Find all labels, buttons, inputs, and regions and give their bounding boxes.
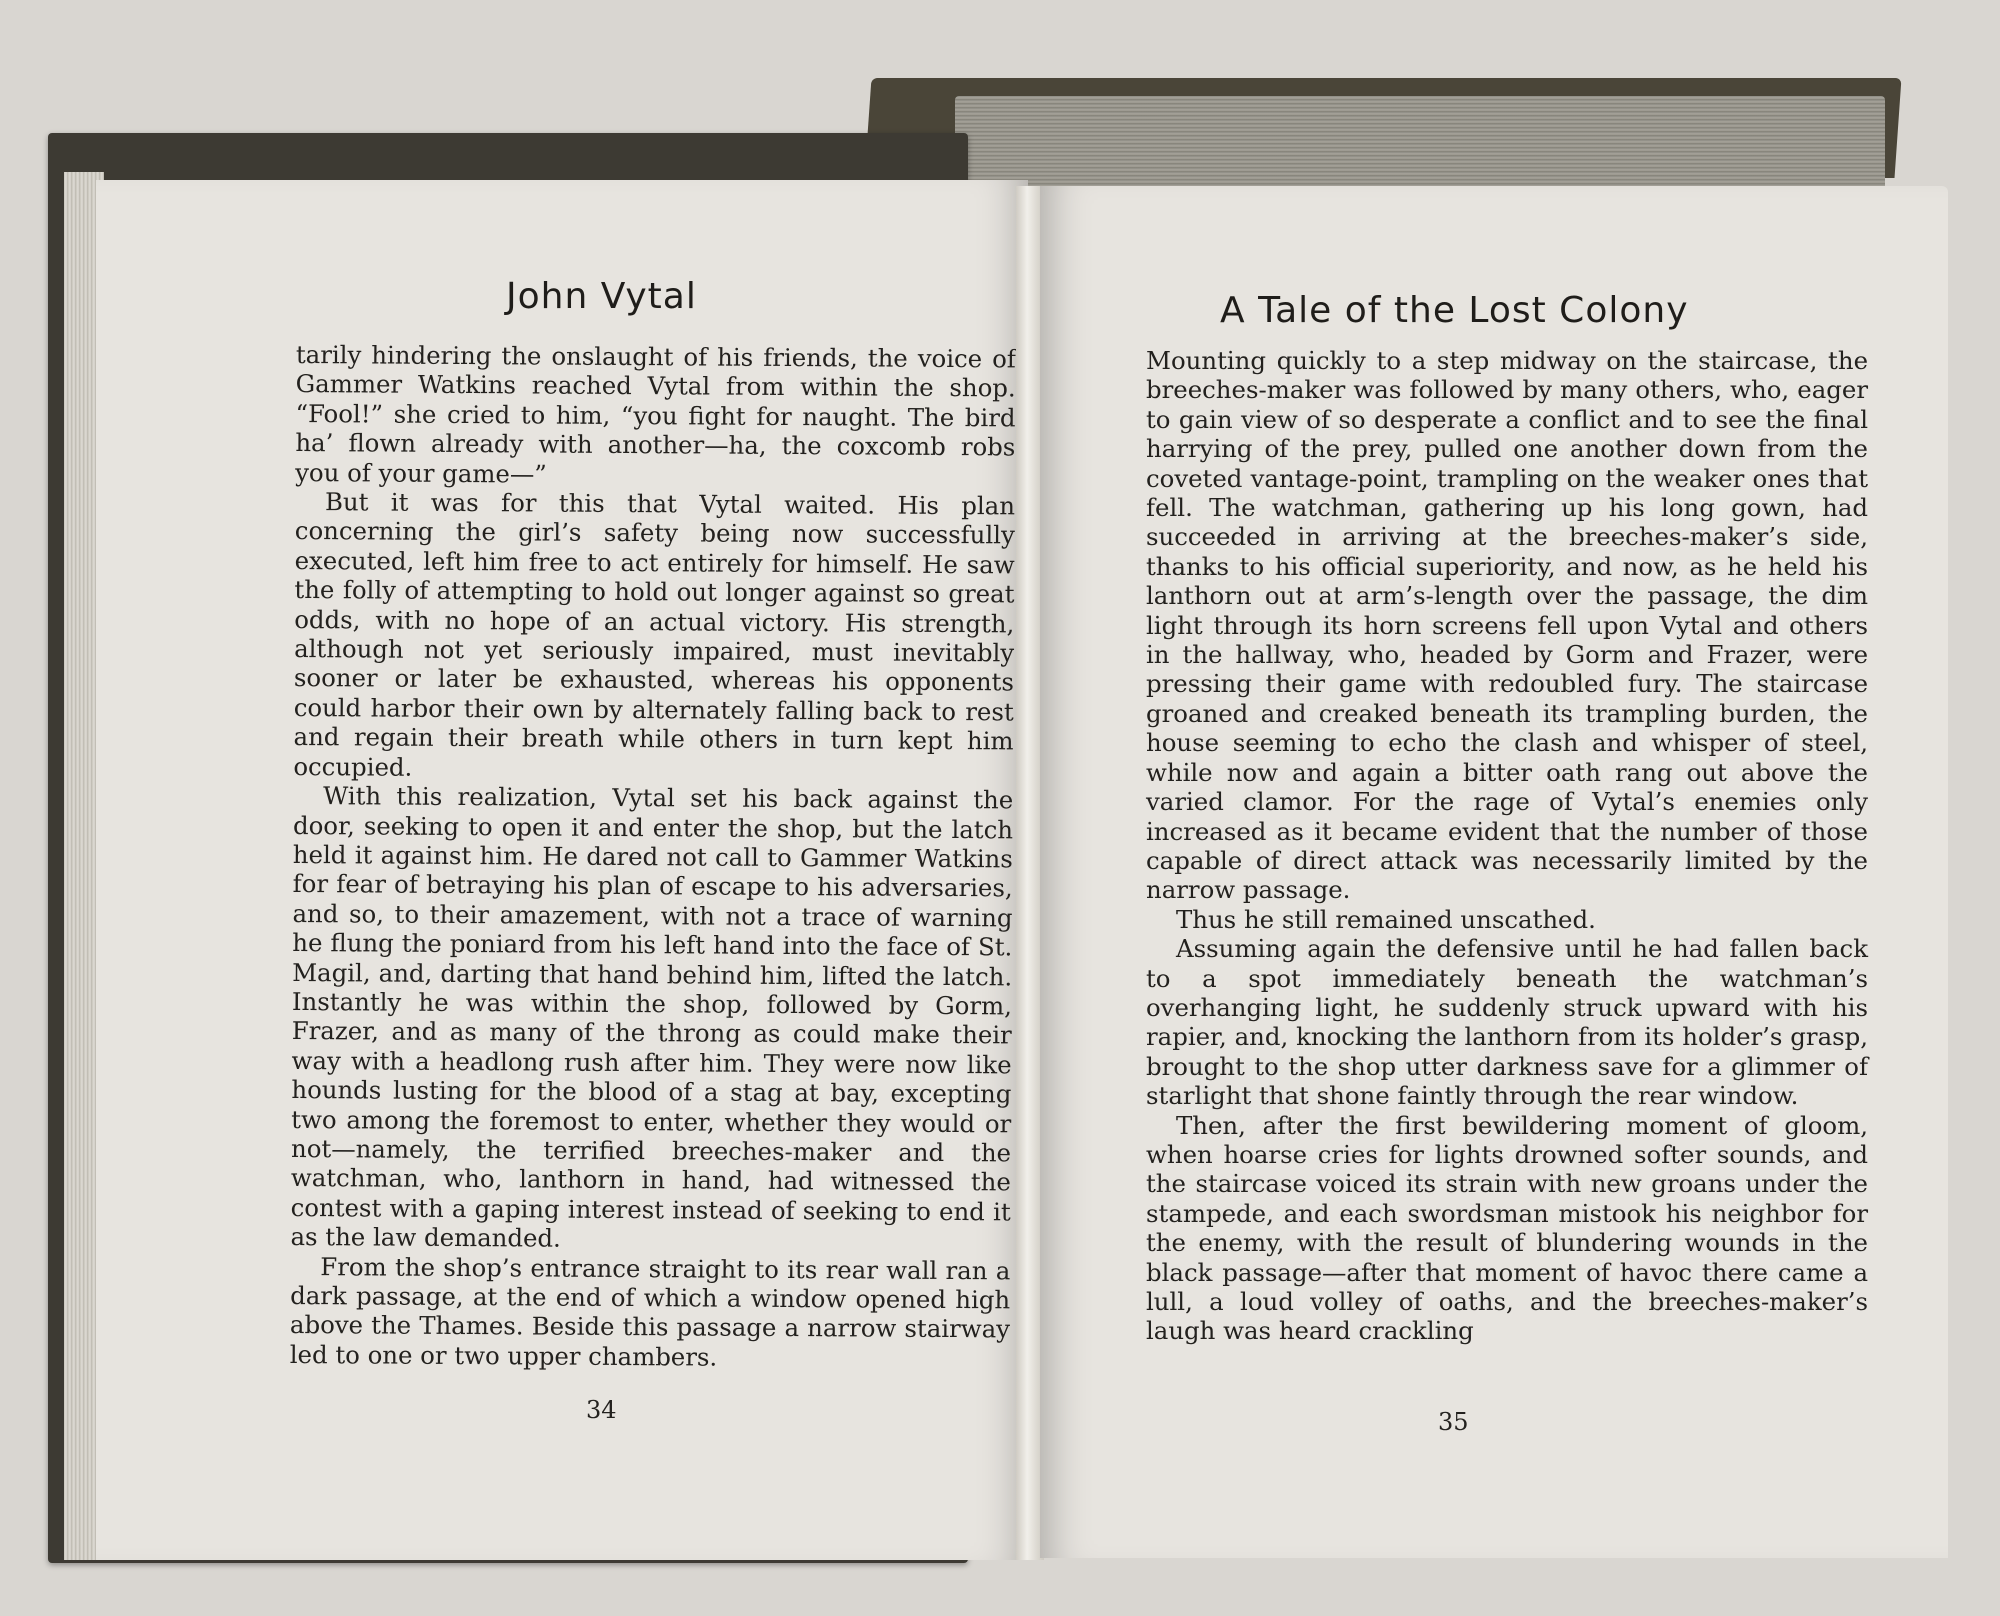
body-text-left (290, 340, 1016, 1374)
page-number-left: 34 (586, 1396, 617, 1424)
right-page (1040, 186, 1948, 1558)
paragraph: With this realization, Vytal set his back against the door, seeking to open it and enter the shop, but the latch held it against him. He dared not call to Gammer Watkins for fear of betraying his plan of escape to his adversaries, and so, to their amazement, with not a trace of warning he flung the poniard from his left hand into the face of St. Magil, and, darting that hand behind him, lifted the latch. Instantly he was within the shop, followed by Gorm, Frazer, and as many of the throng as could make their way with a headlong rush after him. They were now like hounds lusting for the blood of a stag at bay, excepting two among the foremost to enter, whether they would or not—namely, the terrified breeches-maker and the watchman, who, lanthorn in hand, had witnessed the contest with a gaping interest instead of seeking to end it as the law demanded. (290, 781, 1014, 1253)
running-head-right: A Tale of the Lost Colony (1220, 290, 1689, 331)
paragraph: But it was for this that Vytal waited. His plan concerning the girl’s safety being now successfully executed, left him free to act entirely for himself. He saw the folly of attempting to hold out longer against so great odds, with no hope of an actual victory. His strength, although not yet seriously impaired, must inevitably sooner or later be exhausted, whereas his opponents could harbor their own by alternately falling back to rest and regain their breath while others in turn kept him occupied. (293, 487, 1016, 782)
paragraph: tarily hindering the onslaught of his friends, the voice of Gammer Watkins reached Vytal from within the shop. “Fool!” she cried to him, “you fight for naught. The bird ha’ flown already with another—ha, the coxcomb robs you of your game—” (295, 340, 1016, 489)
paragraph: Thus he still remained unscathed. (1176, 904, 1596, 934)
running-head-left: John Vytal (506, 276, 697, 317)
body-text-right (1146, 346, 1868, 1346)
page-edges-top (955, 96, 1885, 191)
paragraph: From the shop’s entrance straight to its rear wall ran a dark passage, at the end of which a window opened high above the Thames. Beside this passage a narrow stairway led to one or two upper chambers. (289, 1251, 1011, 1372)
left-page (96, 180, 1028, 1560)
page-number-right: 35 (1438, 1408, 1469, 1436)
paragraph: Then, after the first bewildering moment of gloom, when hoarse cries for lights drowned softer sounds, and the staircase voiced its strain with new groans under the stampede, and each swordsman mistook his neighbor for the enemy, with the result of blundering wounds in the black passage—after that moment of havoc there came a lull, a loud volley of oaths, and the breeches-maker’s laugh was heard crackling (1146, 1110, 1868, 1346)
paragraph: Mounting quickly to a step midway on the staircase, the breeches-maker was followed by many others, who, eager to gain view of so desperate a conflict and to see the final harrying of the prey, pulled one another down from the coveted vantage-point, trampling on the weaker ones that fell. The watchman, gathering up his long gown, had succeeded in arriving at the breeches-maker’s side, thanks to his official superiority, and now, as he held his lanthorn out at arm’s-length over the passage, the dim light through its horn screens fell upon Vytal and others in the hallway, who, headed by Gorm and Frazer, were pressing their game with redoubled fury. The staircase groaned and creaked beneath its trampling burden, the house seeming to echo the clash and whisper of steel, while now and again a bitter oath rang out above the varied clamor. For the rage of Vytal’s enemies only increased as it became evident that the number of those capable of direct attack was necessarily limited by the narrow passage. (1146, 346, 1868, 905)
paragraph: Assuming again the defensive until he had fallen back to a spot immediately beneath the watchman’s overhanging light, he suddenly struck upward with his rapier, and, knocking the lanthorn from its holder’s grasp, brought to the shop utter darkness save for a glimmer of starlight that shone faintly through the rear window. (1146, 934, 1868, 1111)
